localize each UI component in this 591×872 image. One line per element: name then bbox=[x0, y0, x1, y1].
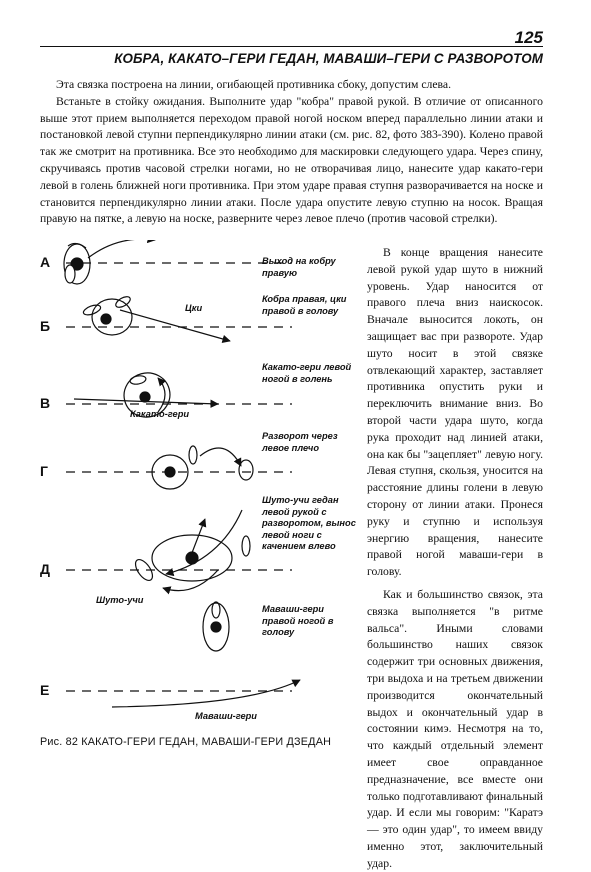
figure-82 bbox=[40, 240, 362, 740]
fighter-b bbox=[82, 295, 132, 335]
right-paragraph: Как и большинство связок, эта связка выполняется "в ритме вальса". Иными словами большинство наших связок содержит три основных движения, три выдоха и на третьем движении производится окончательный выдох и окончательный удар в состоянии кимэ. Несмотря на то, что каждый отдельный элемент имеет свое оправданное предназначение, все вместе они только подготавливают финальный удар. И если мы говорим: "Каратэ — это один удар", то имеем ввиду именно этот, заключительный удар. bbox=[367, 587, 543, 870]
row-letter-a: А bbox=[40, 254, 51, 270]
header-rule bbox=[40, 46, 543, 47]
chapter-title: КОБРА, КАКАТО–ГЕРИ ГЕДАН, МАВАШИ–ГЕРИ С РАЗВОРОТОМ bbox=[114, 51, 543, 66]
row-label-e: Маваши-гери правой ногой в голову bbox=[262, 604, 334, 637]
intro-text bbox=[40, 77, 543, 228]
row-letter-b: Б bbox=[40, 318, 51, 334]
row-label-a: Выход на кобру правую bbox=[262, 256, 336, 278]
label-tsuki: Цки bbox=[185, 303, 203, 313]
row-letter-g: Г bbox=[40, 463, 48, 479]
label-kakato: Какато-гери bbox=[130, 409, 190, 419]
shuto-upper-arrow bbox=[190, 519, 205, 558]
row-label-b: Кобра правая, цки правой в голову bbox=[262, 294, 347, 316]
row-label-v: Какато-гери левой ногой в голень bbox=[262, 362, 352, 384]
intro-paragraph: Эта связка построена на линии, огибающей противника сбоку, допустим слева. bbox=[56, 78, 451, 91]
page-number: 125 bbox=[514, 28, 543, 47]
fighter-mawashi bbox=[203, 602, 229, 651]
fighter-d bbox=[132, 535, 250, 583]
cobra-arrow bbox=[88, 240, 155, 258]
right-column-text bbox=[367, 245, 543, 872]
row-letter-e: Е bbox=[40, 682, 50, 698]
figure-caption: Рис. 82 КАКАТО-ГЕРИ ГЕДАН, МАВАШИ-ГЕРИ ДЗЕДАН bbox=[40, 736, 332, 748]
tsuki-arrow bbox=[120, 310, 230, 341]
fighter-g bbox=[152, 446, 253, 489]
row-label-g: Разворот через левое плечо bbox=[262, 431, 338, 453]
fighter-a bbox=[64, 243, 90, 284]
mawashi-arrow bbox=[112, 680, 300, 707]
row-label-d: Шуто-учи гедан левой рукой с разворотом, вынос левой ноги с качением влево bbox=[262, 495, 356, 551]
rotation-arrow bbox=[200, 448, 241, 466]
row-letter-v: В bbox=[40, 395, 51, 411]
right-paragraph: В конце вращения нанесите левой рукой удар шуто в нижний уровень. Удар наносится от правого плеча вниз наискосок. Вначале выносится локоть, он защищает вас при развороте. Удар шуто носит в этой связке отвлекающий характер, заставляет противника опустить руки и переключить внимание вниз. Во второй части удара шуто, когда рука проходит над линией атаки, она как бы "зацепляет" левую ногу. Левая ступня, скользя, уносится на расстояние длины голени в левую сторону от линии атаки. Пронеся руку и ступню и используя энергию вращения, нанесите правой ногой маваши-гери в голову. bbox=[367, 246, 543, 579]
intro-paragraph: Встаньте в стойку ожидания. Выполните удар "кобра" правой рукой. В отличие от описанного выше этот прием выполняется переходом правой ногой носком вперед параллельно линии атаки и постановкой левой ступни перпендикулярно линии атаки (см. рис. 82, фото 383-390). Колено правой так же смотрит на противника. Все это необходимо для маскировки следующего удара. Через спину, скручиваясь против часовой стрелки ногами, но не отворачивая лицо, нанесите удар какато-гери левой в голень ближней ноги противника. При этом ударе правая ступня разворачивается на носке и становится перпендикулярно линии атаки. После удара опустите левую ступню на носок. Вращая правую на пятке, а левую на носке, разверните через левое плечо (против часовой стрелки). bbox=[40, 94, 543, 226]
label-mawashi: Маваши-гери bbox=[195, 711, 257, 721]
row-letter-d: Д bbox=[40, 561, 50, 577]
label-shuto: Шуто-учи bbox=[96, 595, 144, 605]
kakato-turn-arrow bbox=[158, 378, 165, 412]
